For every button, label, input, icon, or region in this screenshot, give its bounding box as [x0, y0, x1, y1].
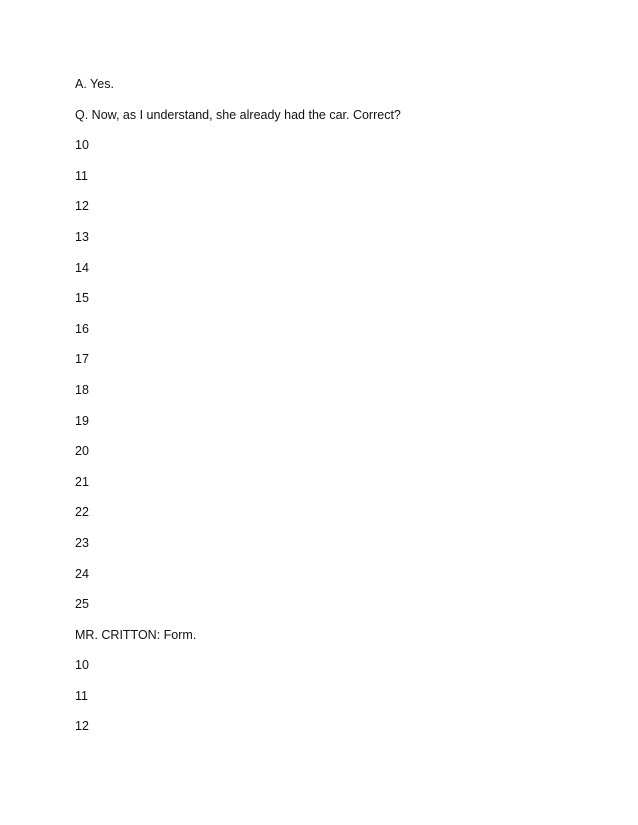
line-number: 13 [75, 229, 89, 244]
line-number: 22 [75, 505, 89, 520]
line-number: 21 [75, 474, 89, 489]
line-number: 16 [75, 321, 89, 336]
line-number: 23 [75, 535, 89, 550]
transcript-line-answer: A. Yes. [75, 77, 114, 91]
line-number: 14 [75, 260, 89, 275]
line-number: 20 [75, 444, 89, 459]
line-number: 25 [75, 597, 89, 612]
transcript-lines [75, 76, 595, 749]
line-number: 15 [75, 291, 89, 306]
line-number: 17 [75, 352, 89, 367]
transcript-line-objection: MR. CRITTON: Form. [75, 627, 197, 642]
line-number: 11 [75, 168, 88, 183]
line-number: 10 [75, 138, 89, 153]
transcript-line-question: Q. Now, as I understand, she already had the car. Correct? [75, 107, 401, 122]
line-number: 19 [75, 413, 89, 428]
line-number: 18 [75, 382, 89, 397]
line-number: 24 [75, 566, 89, 581]
line-number: 10 [75, 658, 89, 673]
line-number: 11 [75, 688, 88, 703]
line-number: 12 [75, 719, 89, 734]
line-number: 12 [75, 199, 89, 214]
